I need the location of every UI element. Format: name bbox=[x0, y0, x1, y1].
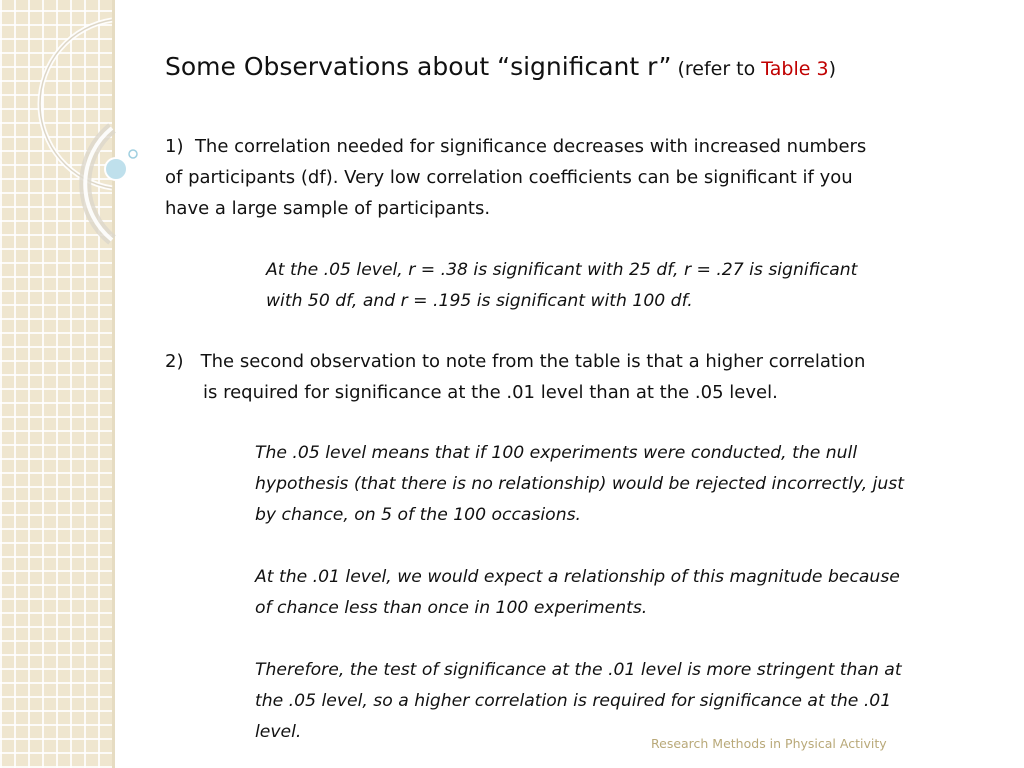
point-1-example bbox=[266, 255, 986, 317]
footer-course-title: Research Methods in Physical Activity bbox=[651, 736, 887, 751]
point-2 bbox=[165, 346, 1015, 408]
point-1-example-line-2: with 50 df, and r = .195 is significant with 100 df. bbox=[266, 291, 693, 311]
note-01-line-2: of chance less than once in 100 experiments. bbox=[255, 598, 648, 618]
point-1-number: 1) bbox=[165, 136, 184, 157]
point-2-notes bbox=[255, 438, 995, 748]
point-1 bbox=[165, 131, 995, 224]
note-01-line-1: At the .01 level, we would expect a relationship of this magnitude because bbox=[255, 567, 900, 587]
note-05-line-1: The .05 level means that if 100 experiments were conducted, the null bbox=[255, 443, 858, 463]
note-conclusion-line-2: the .05 level, so a higher correlation is required for significance at the .01 bbox=[255, 691, 892, 711]
point-1-example-line-1: At the .05 level, r = .38 is significant with 25 df, r = .27 is significant bbox=[266, 260, 858, 280]
point-2-line-1 bbox=[165, 346, 1015, 377]
point-1-line-3: have a large sample of participants. bbox=[165, 198, 491, 219]
point-1-text: The correlation needed for significance decreases with increased numbers bbox=[194, 136, 867, 157]
slide-title bbox=[165, 52, 836, 81]
point-2-number: 2) bbox=[165, 351, 184, 372]
note-05-line-3: by chance, on 5 of the 100 occasions. bbox=[255, 505, 582, 525]
note-conclusion-line-1: Therefore, the test of significance at the .01 level is more stringent than at bbox=[255, 660, 902, 680]
bubble-icon bbox=[105, 158, 127, 180]
point-1-line-2: of participants (df). Very low correlation coefficients can be significant if you bbox=[165, 167, 853, 188]
point-1-line-1 bbox=[165, 131, 995, 162]
note-05-line-2: hypothesis (that there is no relationship) would be rejected incorrectly, just bbox=[255, 474, 904, 494]
point-2-line-2: is required for significance at the .01 level than at the .05 level. bbox=[203, 382, 778, 403]
note-spacer bbox=[255, 531, 995, 562]
small-bubble-icon bbox=[129, 150, 137, 158]
title-paren-close: ) bbox=[828, 58, 836, 80]
title-main: Some Observations about “significant r” bbox=[165, 52, 672, 81]
title-paren-open: (refer to bbox=[671, 58, 762, 80]
point-2-text: The second observation to note from the table is that a higher correlation bbox=[200, 351, 866, 372]
table-3-link[interactable]: Table 3 bbox=[761, 58, 829, 80]
note-spacer bbox=[255, 624, 995, 655]
note-conclusion-line-3: level. bbox=[255, 722, 302, 742]
